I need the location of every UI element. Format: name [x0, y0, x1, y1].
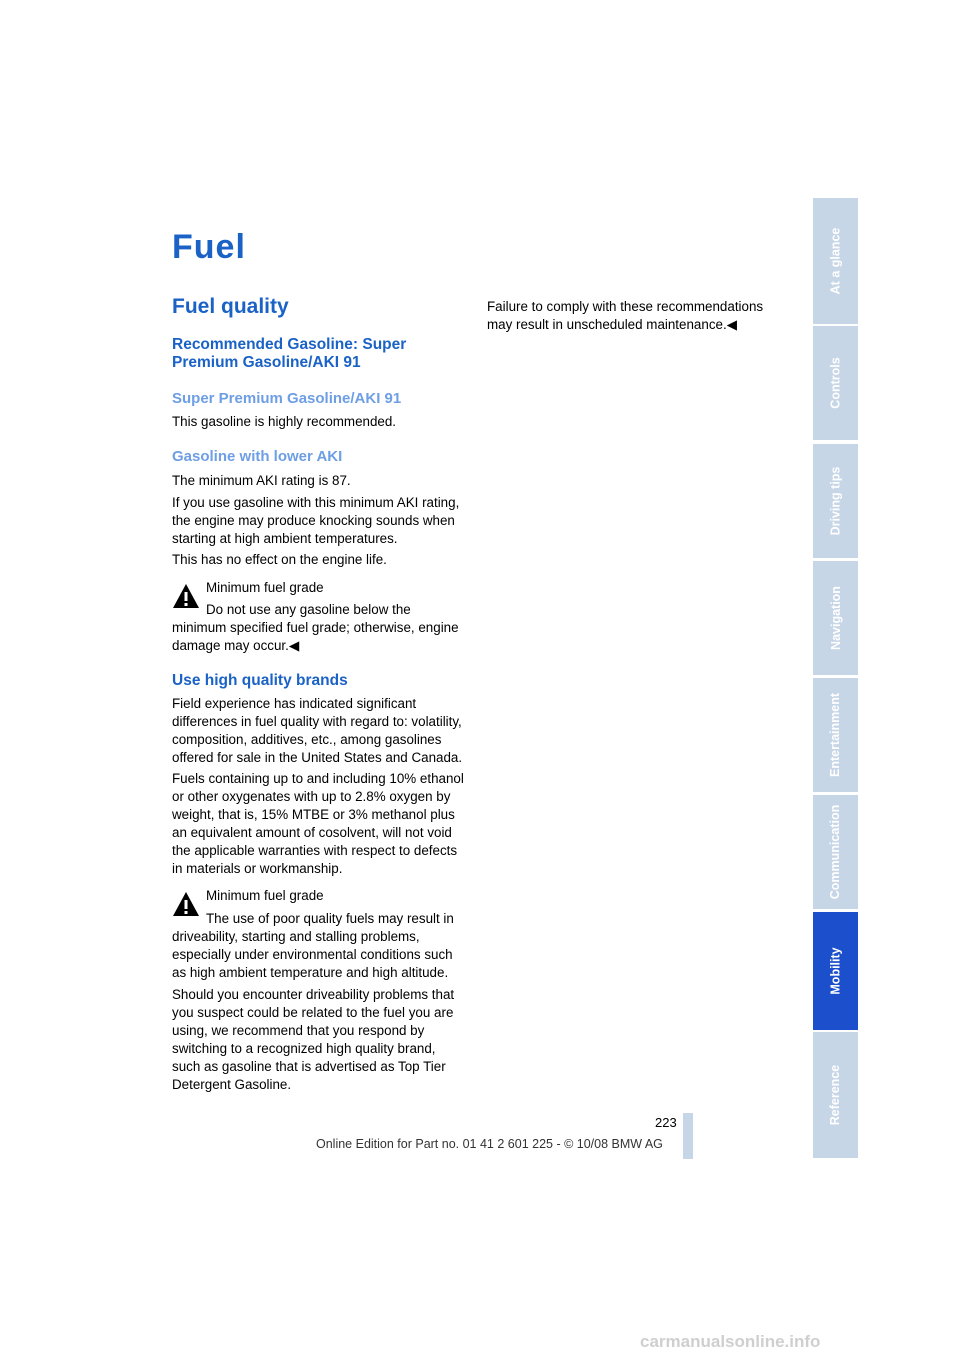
tab-mobility[interactable]: Mobility [813, 912, 858, 1030]
tab-reference[interactable]: Reference [813, 1032, 858, 1158]
brands-heading: Use high quality brands [172, 672, 348, 689]
brands-warning-title: Minimum fuel grade [206, 888, 324, 903]
super-premium-heading: Super Premium Gasoline/AKI 91 [172, 390, 402, 407]
tab-controls[interactable]: Controls [813, 326, 858, 440]
lower-aki-warning-title: Minimum fuel grade [206, 580, 324, 595]
section-heading: Fuel quality [172, 295, 289, 318]
brands-p3: Should you encounter driveability problems that you suspect could be related to the fuel you are using, we recommend that you respond by switching to a recognized high quality brand, such as gasoline that is advertised as Top Tier Detergent Gasoline. [172, 987, 455, 1092]
watermark: carmanualsonline.info [640, 1332, 821, 1351]
lower-aki-p2: If you use gasoline with this minimum AKI rating, the engine may produce knocking sounds when starting at high ambient temperatures. [172, 495, 460, 546]
tab-at-a-glance[interactable]: At a glance [813, 198, 858, 324]
page-title: Fuel [172, 228, 246, 266]
lower-aki-p1: The minimum AKI rating is 87. [172, 473, 351, 488]
tab-navigation[interactable]: Navigation [813, 561, 858, 675]
page-number: 223 [655, 1115, 677, 1130]
page-number-bar [683, 1113, 693, 1159]
tab-driving-tips[interactable]: Driving tips [813, 444, 858, 558]
tab-entertainment[interactable]: Entertainment [813, 678, 858, 792]
brands-p1: Field experience has indicated significant differences in fuel quality with regard to: volatility, composition, additives, etc., among gasolines offered for sale in the United States and Canada. [172, 696, 463, 765]
tab-communication[interactable]: Communication [813, 795, 858, 909]
brands-p2: Fuels containing up to and including 10% ethanol or other oxygenates with up to 2.8% oxygen by weight, that is, 15% MTBE or 3% methanol plus an equivalent amount of cosolvent, will not void the applicable warranties with respect to defects in materials or workmanship. [172, 771, 464, 876]
subsection-heading: Recommended Gasoline: Super Premium Gasoline/AKI 91 [172, 336, 407, 371]
lower-aki-p3: This has no effect on the engine life. [172, 552, 387, 567]
brands-warning-text: The use of poor quality fuels may result in driveability, starting and stalling problems, especially under environmental conditions such as high ambient temperature and high altitude. [172, 911, 454, 980]
lower-aki-warning-text: Do not use any gasoline below the minimum specified fuel grade; otherwise, engine damage may occur.◀ [172, 602, 459, 653]
footer-text: Online Edition for Part no. 01 41 2 601 225 - © 10/08 BMW AG [316, 1137, 663, 1151]
lower-aki-heading: Gasoline with lower AKI [172, 448, 343, 465]
brands-p4: Failure to comply with these recommendations may result in unscheduled maintenance.◀ [487, 299, 764, 332]
super-premium-text: This gasoline is highly recommended. [172, 414, 397, 429]
